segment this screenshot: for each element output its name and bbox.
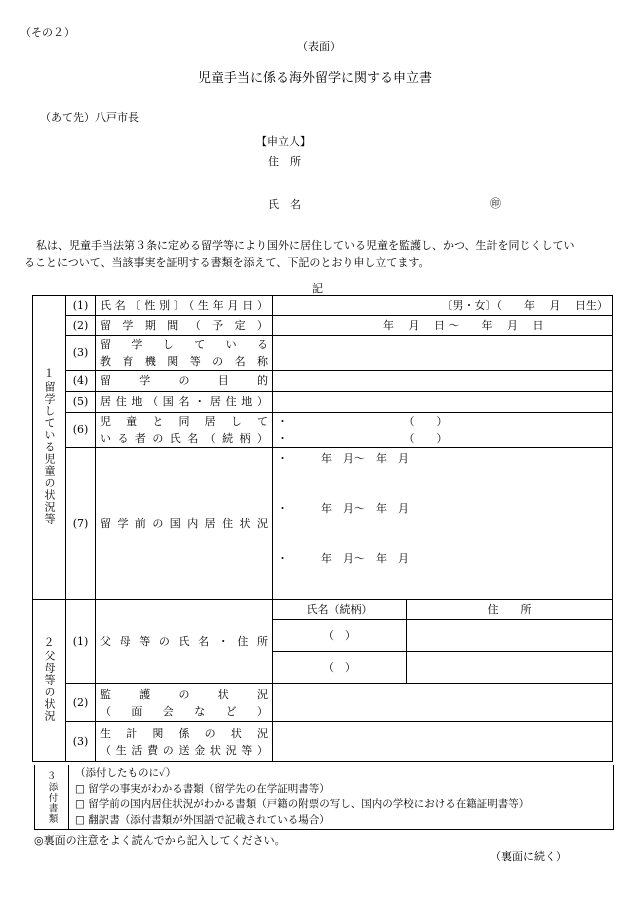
applicant-address-label: 住 所 [268, 155, 301, 168]
col-name-relation: 氏名（続柄） [273, 600, 407, 620]
cohabitant-label [96, 413, 273, 448]
statement-line-1: 私は、児童手当法第３条に定める留学等により国外に居住している児童を監護し、かつ、生計を同じくしてい [36, 239, 575, 252]
section-1-number: １ [43, 366, 55, 380]
attachment-label: 翻訳書（添付書類が外国語で記載されている場合） [88, 813, 330, 826]
label-line: 留学している [100, 338, 268, 351]
section-2-title: 父母等の状況 [43, 649, 56, 722]
seal-mark: ㊞ [490, 197, 501, 210]
name-gender-birthdate-field[interactable]: 〔男・女〕（ 年 月 日生） [273, 296, 613, 316]
row-1-5 [33, 392, 613, 413]
applicant-heading: 【申立人】 [256, 135, 311, 148]
parent-1-name-field[interactable]: （ ） [273, 620, 407, 652]
form-number: （その２） [20, 26, 75, 39]
row-number: (4) [66, 371, 96, 392]
row-number: (7) [66, 448, 96, 600]
attachments-intro: （添付したものに✓） [75, 767, 177, 779]
row-number: (1) [66, 600, 96, 684]
label-line: （面会など） [100, 704, 268, 718]
residence-field[interactable] [273, 392, 613, 413]
parent-2-name-field[interactable]: （ ） [273, 652, 407, 684]
checkbox-icon[interactable]: □ [75, 782, 85, 795]
statement-line-2: ることについて、当該事実を証明する書類を添えて、下記のとおり申し立てます。 [24, 256, 430, 269]
application-table [32, 295, 613, 762]
row-2-2 [33, 684, 613, 722]
livelihood-status-field[interactable] [273, 722, 613, 762]
row-number: (5) [66, 392, 96, 413]
side-label: （表面） [297, 40, 341, 53]
cohabitant-line: ・ （ ） [277, 432, 448, 445]
row-number: (2) [66, 684, 96, 722]
reverse-note: ◎裏面の注意をよく読んでから記入してください。 [34, 834, 286, 847]
parent-2-address-field[interactable] [407, 652, 613, 684]
institution-name-field[interactable] [273, 336, 613, 371]
ki-label: 記 [312, 282, 323, 295]
attachment-label: 留学前の国内居住状況がわかる書類（戸籍の附票の写し、国内の学校における在籍証明書等） [88, 798, 530, 810]
row-2-3 [33, 722, 613, 762]
row-1-7 [33, 448, 613, 600]
name-gender-birthdate-label: 氏名〔性別〕（生年月日） [96, 296, 273, 316]
label-line: 教育機関等の名称 [100, 355, 268, 368]
row-1-6 [33, 413, 613, 448]
row-1-1 [33, 296, 613, 316]
study-purpose-label: 留学の目的 [96, 371, 273, 392]
col-address: 住 所 [407, 600, 613, 620]
section-3-title: 添付書類 [46, 781, 58, 824]
addressee: （あて先）八戸市長 [40, 111, 139, 124]
checkbox-icon[interactable]: □ [75, 813, 85, 826]
parents-name-address-label: 父母等の氏名・住所 [96, 600, 273, 684]
section-3-number: ３ [46, 770, 57, 782]
label-line: 児童と同居して [100, 415, 268, 428]
parent-1-address-field[interactable] [407, 620, 613, 652]
prior-residence-line: ・ 年 月～ 年 月 [277, 552, 409, 565]
livelihood-status-label [96, 722, 273, 762]
row-number: (6) [66, 413, 96, 448]
prior-residence-line: ・ 年 月～ 年 月 [277, 452, 409, 465]
row-1-3 [33, 336, 613, 371]
section-3-label [35, 765, 69, 829]
row-1-2 [33, 316, 613, 336]
continued-label: （裏面に続く） [490, 850, 567, 863]
label-line: （生活費の送金状況等） [100, 743, 268, 757]
label-line: 監護の状況 [100, 687, 268, 701]
row-number: (3) [66, 722, 96, 762]
attachments-list [75, 766, 529, 828]
section-1-label [33, 296, 66, 600]
label-line: いる者の氏名（続柄） [100, 432, 268, 445]
prior-residence-label: 留学前の国内居住状況 [96, 448, 273, 600]
page-title: 児童手当に係る海外留学に関する申立書 [198, 71, 433, 86]
attachments-section [34, 765, 614, 830]
prior-residence-line: ・ 年 月～ 年 月 [277, 502, 409, 515]
attachment-item [75, 782, 529, 798]
section-2-label [33, 600, 66, 762]
study-period-field[interactable]: 年 月 日 ～ 年 月 日 [273, 316, 613, 336]
section-2-number: ２ [43, 635, 55, 649]
attachment-item [75, 797, 529, 813]
cohabitant-line: ・ （ ） [277, 415, 448, 428]
checkbox-icon[interactable]: □ [75, 798, 85, 810]
attachment-item [75, 813, 529, 829]
row-number: (1) [66, 296, 96, 316]
institution-name-label [96, 336, 273, 371]
row-1-4 [33, 371, 613, 392]
row-number: (2) [66, 316, 96, 336]
applicant-name-label: 氏 名 [268, 198, 301, 211]
custody-status-label [96, 684, 273, 722]
cohabitant-field[interactable] [273, 413, 613, 448]
label-line: 生計関係の状況 [100, 726, 268, 740]
custody-status-field[interactable] [273, 684, 613, 722]
row-2-header [33, 600, 613, 620]
study-purpose-field[interactable] [273, 371, 613, 392]
residence-label: 居住地（国名・居住地） [96, 392, 273, 413]
section-1-title: 留学している児童の状況等 [43, 380, 56, 525]
attachment-label: 留学の事実がわかる書類（留学先の在学証明書等） [88, 782, 330, 795]
prior-residence-field[interactable] [273, 448, 613, 600]
row-number: (3) [66, 336, 96, 371]
study-period-label: 留学期間（予定） [96, 316, 273, 336]
